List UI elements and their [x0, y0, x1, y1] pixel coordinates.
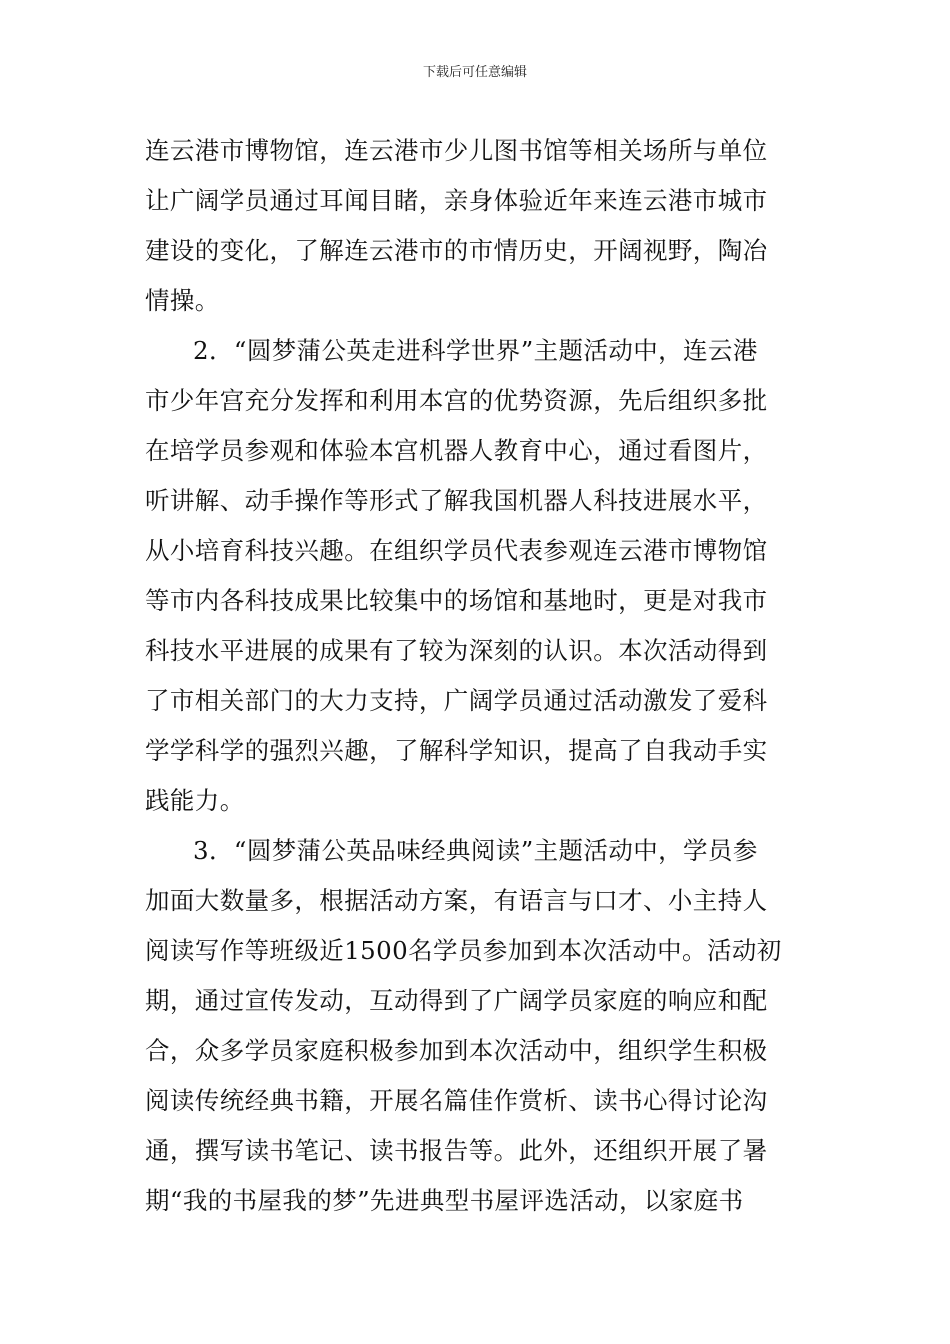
text-line: 从小培育科技兴趣。在组织学员代表参观连云港市博物馆 — [145, 536, 768, 565]
document-body — [145, 126, 807, 1226]
text-line: 通，撰写读书笔记、读书报告等。此外，还组织开展了暑 — [145, 1136, 768, 1165]
text-line: 期，通过宣传发动，互动得到了广阔学员家庭的响应和配 — [145, 986, 768, 1015]
text-line: 连云港市博物馆，连云港市少儿图书馆等相关场所与单位 — [145, 136, 768, 165]
paragraph-start-line: 3．“圆梦蒲公英品味经典阅读”主题活动中，学员参 — [193, 836, 758, 865]
text-line: 市少年宫充分发挥和利用本宫的优势资源，先后组织多批 — [145, 386, 768, 415]
page-header: 下载后可任意编辑 — [422, 65, 527, 80]
text-line: 让广阔学员通过耳闻目睹，亲身体验近年来连云港市城市 — [145, 186, 768, 215]
text-line: 阅读写作等班级近1500名学员参加到本次活动中。活动初 — [145, 936, 782, 965]
text-line: 情操。 — [145, 286, 220, 315]
text-line: 加面大数量多，根据活动方案，有语言与口才、小主持人 — [145, 886, 768, 915]
text-line: 等市内各科技成果比较集中的场馆和基地时，更是对我市 — [145, 586, 768, 615]
text-line: 践能力。 — [145, 786, 245, 815]
text-line: 合，众多学员家庭积极参加到本次活动中，组织学生积极 — [145, 1036, 768, 1065]
text-line: 科技水平进展的成果有了较为深刻的认识。本次活动得到 — [145, 636, 768, 665]
text-line: 期“我的书屋我的梦”先进典型书屋评选活动，以家庭书 — [145, 1186, 744, 1215]
text-line: 听讲解、动手操作等形式了解我国机器人科技进展水平， — [145, 486, 768, 515]
text-line: 了市相关部门的大力支持，广阔学员通过活动激发了爱科 — [145, 686, 768, 715]
text-line: 建设的变化，了解连云港市的市情历史，开阔视野，陶冶 — [145, 236, 768, 265]
text-line: 在培学员参观和体验本宫机器人教育中心，通过看图片， — [145, 436, 768, 465]
text-line: 阅读传统经典书籍，开展名篇佳作赏析、读书心得讨论沟 — [145, 1086, 768, 1115]
text-line: 学学科学的强烈兴趣，了解科学知识，提高了自我动手实 — [145, 736, 768, 765]
paragraph-start-line: 2．“圆梦蒲公英走进科学世界”主题活动中，连云港 — [193, 336, 758, 365]
